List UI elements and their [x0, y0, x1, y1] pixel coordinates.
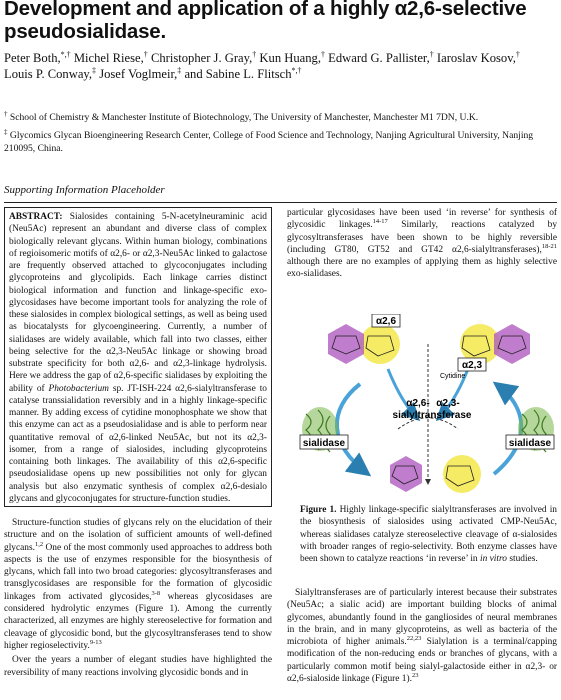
body-text: Similarly, reactions catalyzed by glycosyltransferases have been shown to be highly reversible (including GT80, GT52 and GT42 α2,6-sialyltransferases),: [287, 220, 558, 255]
citation-ref: 22,23: [406, 635, 422, 643]
abstract-text-1: Sialosides containing 5-N-acetylneuraminic acid (Neu5Ac) represent an abundant and diverse class of complex biologically relevant glycans. Within human biology, combinations of regioisomeric motifs of α2,6- or α2,3-Neu5Ac linked to galactose are frequently observed attached to glycoconjugates including glycoproteins and glycolipids. Each linkage carries distinct biological information and function and linkage-specific exo-glycosidases have become important tools for analyzing the role of these sialosides in complex biological settings, as well as being used as biocatalysts for glycoengineering. Currently, a number of sialidases are widely available, which fall into two classes, either being selective for the α2,3-Neu5Ac linkage or showing broad substrate specificity for both α2,6- and α2,3-linkage hydrolysis. Here we address the gap of α2,6-specific sialidases by exploiting the ability of: [9, 212, 267, 394]
intro-text: Structure-function studies of glycans rely on the elucidation of their structure and on the isolation of sufficient amounts of well-defined glycans.: [4, 518, 272, 553]
a23-label: α2,3: [461, 360, 483, 371]
figure-1-caption: [300, 504, 557, 565]
abstract-text-2: sp. JT-ISH-224 α2,6-sialyltransferase to catalyse transsialidation reversibly and in a highly linkage-specific manner. By adding excess of cytidine monophosphate we show that this enzyme can act as a pseudosialidase and is able to perform near quantitative removal of α2,6-linked Neu5Ac, but not its α2,3-isomer, from a range of sialosides, including glycoproteins containing both linkages. The availability of this α2,6-specific pseudosialidase opens up new possibilities not only for glycan analysis but also enzymatic synthesis of complex α2,6-desialo glycans and glycoconjugates for structure-function studies.: [9, 383, 267, 504]
author-affiliation-mark: ‡: [177, 65, 182, 75]
author-affiliation-mark: †: [252, 49, 257, 59]
author-name: Peter Both,: [4, 51, 61, 65]
body-text: Sialylation is a terminal/capping modification of the non-reducing ends or branches of glycans, with a particularly common motif being sialyl-galactoside either in α2,3- or α2,6-sialoside linkage (Figure 1).: [287, 637, 557, 685]
enzyme-label-sialyltransferase: sialyltransferase: [392, 410, 472, 421]
caption-italic: in vitro: [479, 554, 507, 565]
enzyme-label-a23: α2,3-: [436, 398, 460, 409]
author-name: Josef Voglmeir,: [99, 67, 178, 81]
affiliation-2-text: Glycomics Glycan Bioengineering Research Center, College of Food Science and Technology, Nanjing Agricultural University, Nanjing 210095, China.: [4, 130, 534, 154]
figure-1-graphic: [298, 314, 557, 500]
figure-label: Figure 1.: [300, 505, 337, 515]
author-name: and Sabine L. Flitsch: [184, 67, 292, 81]
citation-ref: 3-8: [151, 589, 161, 597]
author-affiliation-mark: †: [143, 49, 148, 59]
author-affiliation-mark: †: [515, 49, 520, 59]
cytidine-label: Cytidine: [440, 373, 466, 380]
author-name: Michel Riese,: [73, 51, 144, 65]
author-affiliation-mark: †: [429, 49, 434, 59]
right-paragraph-1: [287, 207, 557, 281]
intro-text: One of the most commonly used approaches to address both aspects is the use of enzymes responsible for the biosynthesis of glycans, which fall into two broad categories: glycosyltransferases and transglycosidases are responsible for the formation of glycosidic linkages from activated glycosides,: [4, 542, 272, 602]
author-name: Iaroslav Kosov,: [436, 51, 516, 65]
author-affiliation-mark: *,†: [60, 49, 71, 59]
author-name: Louis P. Conway,: [4, 67, 93, 81]
intro-paragraph-1: [4, 517, 272, 652]
affiliation-2: [4, 127, 557, 155]
galactose-circle-top-left: [360, 324, 400, 364]
abstract-organism: Photobacterium: [48, 383, 109, 394]
body-text: particular glycosidases have been used ‘in reverse’ for synthesis of glycosidic linkages.: [287, 208, 557, 231]
author-name: Christopher J. Gray,: [150, 51, 253, 65]
author-affiliation-mark: *,†: [291, 65, 302, 75]
body-text: although there are no examples of applying them as highly selective exo-sialidases.: [287, 257, 557, 280]
right-paragraph-2: [287, 587, 557, 685]
citation-ref: 23: [411, 671, 419, 679]
abstract-label: ABSTRACT:: [9, 212, 63, 222]
abstract-box: [4, 207, 272, 507]
author-affiliation-mark: ‡: [92, 65, 97, 75]
paper-title: Development and application of a highly α2,6-selective pseudosialidase.: [4, 0, 527, 43]
affiliation-2-mark: ‡: [4, 127, 8, 136]
intro-text: whereas glycosidases are considered hydrolytic enzymes (Figure 1). Among the currently characterized, all enzymes are highly stereoselective for formation and cleavage of glycosidic bond, but the glycosyltransferases tend to show higher regioselectivity.: [4, 591, 272, 651]
author-affiliation-mark: †: [320, 49, 325, 59]
author-name: Edward G. Pallister,: [328, 51, 430, 65]
citation-ref: 18-21: [541, 242, 557, 250]
figure-1: [298, 314, 557, 500]
section-divider: [4, 202, 557, 203]
enzyme-label-a26: α2,6-: [406, 398, 430, 409]
author-list: [4, 50, 557, 82]
citation-ref: 9-13: [89, 638, 102, 646]
affiliation-1: [4, 109, 557, 125]
citation-ref: 14-17: [372, 218, 388, 226]
caption-text: Highly linkage-specific sialyltransferases are involved in the biosynthesis of sialosides using activated CMP-Neu5Ac, whereas sialidases catalyze stereoselective cleavage of α-sialosides with broader ranges of regio-selectivity. Both enzyme classes have been shown to catalyze reactions ‘in reverse’ in: [300, 505, 557, 565]
caption-text: studies.: [506, 554, 538, 565]
sialidase-left-label: sialidase: [302, 438, 346, 449]
a26-label: α2,6: [375, 316, 397, 327]
sialidase-right-label: sialidase: [508, 438, 552, 449]
affiliation-1-text: School of Chemistry & Manchester Institute of Biotechnology, The University of Manchester, Manchester M1 7DN, U.K.: [9, 112, 479, 123]
body-text: Sialyltransferases are of particularly interest because their substrates (Neu5Ac; a sialic acid) are important building blocks of animal glycomes, abundantly found in the gangliosides of neural membranes in the brain, and in many glycoproteins, as well as bacteria of the microbiota of higher animals.: [287, 588, 557, 648]
galactose-circle-bottom: [443, 455, 481, 493]
supporting-information-placeholder: Supporting Information Placeholder: [4, 184, 165, 196]
right-column-top: [287, 207, 557, 281]
citation-ref: 1,2: [34, 540, 44, 548]
affiliation-1-mark: †: [4, 109, 8, 118]
intro-column: [4, 517, 272, 681]
right-column-bottom: [287, 587, 557, 685]
author-name: Kun Huang,: [259, 51, 321, 65]
intro-paragraph-2: Over the years a number of elegant studies have highlighted the reversibility of many reactions involving glycosidic bonds and in: [4, 655, 272, 678]
